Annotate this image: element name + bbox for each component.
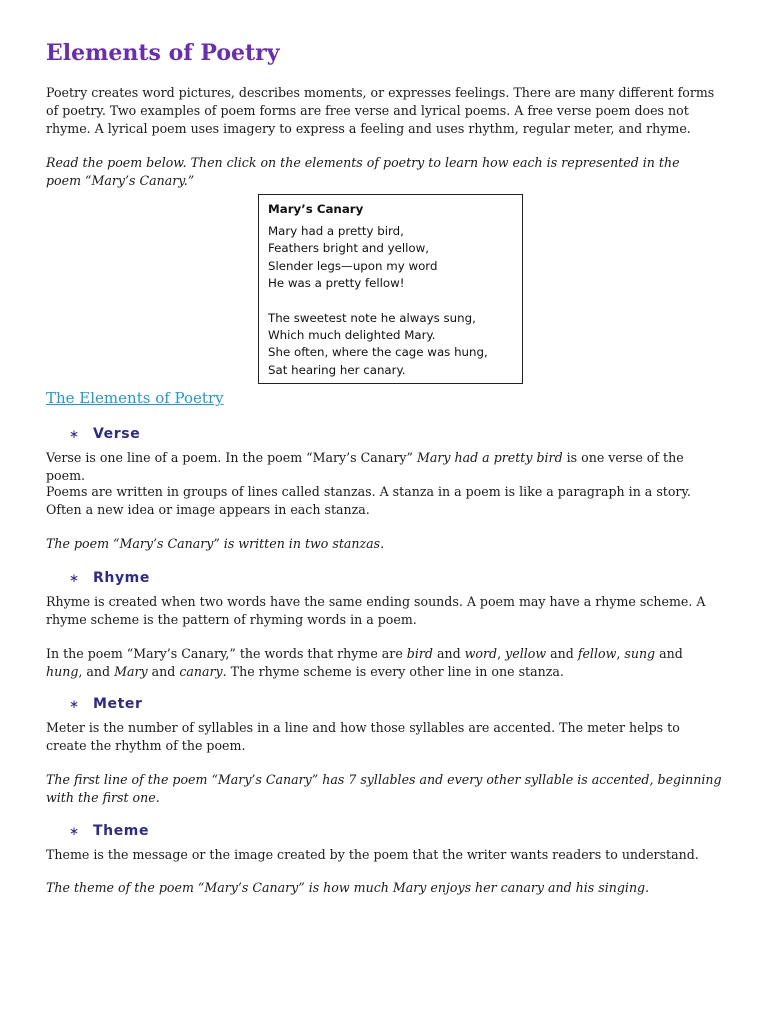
rhyme-word: yellow [505,646,547,661]
asterisk-bullet-icon: ∗ [69,571,80,585]
verse-heading-label: Verse [93,426,141,442]
rhyme-word: word [464,646,498,661]
emphasis: Mary had a pretty bird [416,450,563,465]
rhyme-heading[interactable] [69,570,150,586]
rhyme-example [46,645,722,681]
text: and [147,664,180,679]
verse-example: The poem “Mary’s Canary” is written in two stanzas. [46,536,385,551]
rhyme-word: hung [46,664,79,679]
poem-line: Mary had a pretty bird, [268,224,404,238]
verse-stanza-paragraph: Poems are written in groups of lines called stanzas. A stanza in a poem is like a paragraph in a story. Often a new idea or image appears in each stanza. [46,484,691,517]
text: , [616,646,625,661]
rhyme-word: canary [179,664,223,679]
poem-line: The sweetest note he always sung, [268,310,476,325]
theme-heading[interactable] [69,823,149,839]
text: and [546,646,578,661]
text: , and [78,664,115,679]
asterisk-bullet-icon: ∗ [69,427,80,441]
poem-line: He was a pretty fellow! [268,276,405,291]
rhyme-heading-label: Rhyme [93,570,150,586]
theme-heading-label: Theme [93,823,150,839]
verse-heading[interactable] [69,426,140,442]
rhyme-word: fellow [577,646,617,661]
text: is one verse of the poem. [46,450,684,483]
meter-heading[interactable] [69,696,143,712]
poem-line: Which much delighted Mary. [268,328,436,343]
text: and [432,646,465,661]
poem-box [258,194,523,384]
poem-line: Slender legs—upon my word [268,258,438,273]
rhyme-word: Mary [114,664,148,679]
meter-definition: Meter is the number of syllables in a line and how those syllables are accented. The meter helps to create the rhythm of the poem. [46,720,680,753]
poem-line: She often, where the cage was hung, [268,345,488,360]
meter-example: The first line of the poem “Mary’s Canary” has 7 syllables and every other syllable is accented, beginning with the first one. [46,772,722,805]
intro-paragraph: Poetry creates word pictures, describes moments, or expresses feelings. There are many different forms of poetry. Two examples of poem forms are free verse and lyrical poems. A free verse poem does not rhyme. A lyrical poem uses imagery to express a feeling and uses rhythm, regular meter, and rhyme. [46,85,715,136]
asterisk-bullet-icon: ∗ [69,697,80,711]
text: In the poem “Mary’s Canary,” the words that rhyme are [46,646,407,661]
rhyme-word: bird [406,646,433,661]
rhyme-definition: Rhyme is created when two words have the same ending sounds. A poem may have a rhyme scheme. A rhyme scheme is the pattern of rhyming words in a poem. [46,594,706,627]
instruction-paragraph: Read the poem below. Then click on the elements of poetry to learn how each is represented in the poem “Mary’s Canary.” [46,155,680,188]
poem-title: Mary’s Canary [268,202,364,216]
theme-definition: Theme is the message or the image created by the poem that the writer wants readers to understand. [46,847,699,862]
text: Verse is one line of a poem. In the poem “Mary’s Canary” [46,450,417,465]
poem-line: Feathers bright and yellow, [268,241,430,256]
elements-of-poetry-link[interactable]: The Elements of Poetry [46,389,224,407]
poem-line: Sat hearing her canary. [268,362,406,377]
asterisk-bullet-icon: ∗ [69,824,80,838]
stanza-break [268,293,522,310]
text: and [655,646,683,661]
text: , [497,646,506,661]
page-title: Elements of Poetry [46,40,280,66]
theme-example: The theme of the poem “Mary’s Canary” is how much Mary enjoys her canary and his singing. [46,880,650,895]
rhyme-word: sung [624,646,656,661]
text: . The rhyme scheme is every other line in one stanza. [222,664,564,679]
verse-definition [46,449,726,485]
meter-heading-label: Meter [93,696,143,712]
